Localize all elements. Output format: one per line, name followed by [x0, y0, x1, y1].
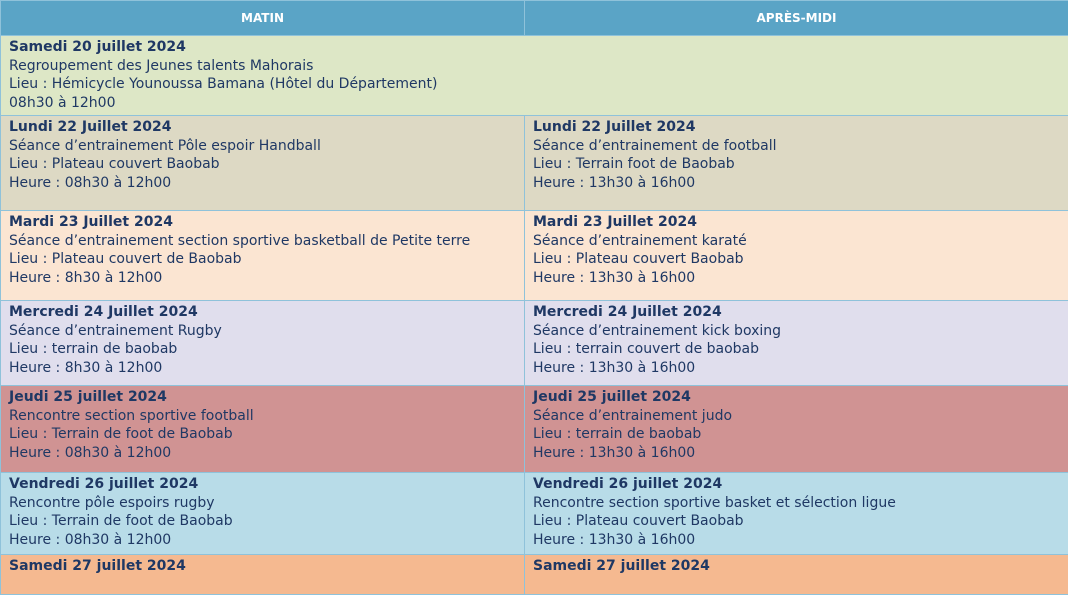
row-mercredi-24 [1, 301, 1068, 386]
event-time: 08h30 à 12h00 [9, 94, 1060, 113]
event-date: Mardi 23 Juillet 2024 [533, 213, 1060, 232]
row-vendredi-26 [1, 473, 1068, 555]
event-time: Heure : 08h30 à 12h00 [9, 174, 516, 193]
event-time: Heure : 13h30 à 16h00 [533, 444, 1060, 463]
event-title: Séance d’entrainement section sportive basketball de Petite terre [9, 232, 516, 251]
event-cell-morning [1, 211, 525, 301]
event-time: Heure : 13h30 à 16h00 [533, 174, 1060, 193]
header-morning: MATIN [1, 1, 525, 36]
row-samedi-27 [1, 555, 1068, 595]
event-title: Séance d’entrainement Pôle espoir Handball [9, 137, 516, 156]
event-title: Séance d’entrainement kick boxing [533, 322, 1060, 341]
event-time: Heure : 08h30 à 12h00 [9, 444, 516, 463]
event-place: Lieu : Hémicycle Younoussa Bamana (Hôtel du Département) [9, 75, 1060, 94]
event-date: Mercredi 24 Juillet 2024 [533, 303, 1060, 322]
event-cell-morning [1, 116, 525, 211]
event-date: Mercredi 24 Juillet 2024 [9, 303, 516, 322]
event-place: Lieu : terrain de baobab [533, 425, 1060, 444]
event-cell-morning [1, 555, 525, 595]
event-date: Lundi 22 Juillet 2024 [9, 118, 516, 137]
event-title: Séance d’entrainement judo [533, 407, 1060, 426]
header-row [1, 1, 1068, 36]
event-time: Heure : 8h30 à 12h00 [9, 359, 516, 378]
event-date: Jeudi 25 juillet 2024 [533, 388, 1060, 407]
row-lundi-22 [1, 116, 1068, 211]
event-cell-afternoon [525, 116, 1068, 211]
event-title: Rencontre pôle espoirs rugby [9, 494, 516, 513]
row-jeudi-25 [1, 386, 1068, 473]
event-place: Lieu : Plateau couvert Baobab [9, 155, 516, 174]
event-cell-samedi-20 [1, 36, 1068, 116]
event-place: Lieu : terrain de baobab [9, 340, 516, 359]
event-date: Mardi 23 Juillet 2024 [9, 213, 516, 232]
event-title: Regroupement des Jeunes talents Mahorais [9, 57, 1060, 76]
event-cell-morning [1, 301, 525, 386]
event-cell-morning [1, 386, 525, 473]
event-date: Samedi 20 juillet 2024 [9, 38, 1060, 57]
event-cell-morning [1, 473, 525, 555]
event-place: Lieu : Terrain de foot de Baobab [9, 512, 516, 531]
event-date: Vendredi 26 juillet 2024 [533, 475, 1060, 494]
header-afternoon: APRÈS-MIDI [525, 1, 1068, 36]
event-date: Samedi 27 juillet 2024 [533, 557, 1060, 576]
event-place: Lieu : Terrain foot de Baobab [533, 155, 1060, 174]
event-cell-afternoon [525, 555, 1068, 595]
event-cell-afternoon [525, 473, 1068, 555]
event-date: Samedi 27 juillet 2024 [9, 557, 516, 576]
event-place: Lieu : Plateau couvert Baobab [533, 250, 1060, 269]
event-time: Heure : 8h30 à 12h00 [9, 269, 516, 288]
event-cell-afternoon [525, 386, 1068, 473]
event-title: Séance d’entrainement de football [533, 137, 1060, 156]
event-title: Rencontre section sportive football [9, 407, 516, 426]
event-date: Vendredi 26 juillet 2024 [9, 475, 516, 494]
event-title: Séance d’entrainement Rugby [9, 322, 516, 341]
row-samedi-20 [1, 36, 1068, 116]
event-cell-afternoon [525, 301, 1068, 386]
event-time: Heure : 08h30 à 12h00 [9, 531, 516, 550]
event-title: Séance d’entrainement karaté [533, 232, 1060, 251]
row-mardi-23 [1, 211, 1068, 301]
event-time: Heure : 13h30 à 16h00 [533, 531, 1060, 550]
event-date: Jeudi 25 juillet 2024 [9, 388, 516, 407]
event-place: Lieu : Plateau couvert Baobab [533, 512, 1060, 531]
event-time: Heure : 13h30 à 16h00 [533, 359, 1060, 378]
event-place: Lieu : Plateau couvert de Baobab [9, 250, 516, 269]
event-place: Lieu : Terrain de foot de Baobab [9, 425, 516, 444]
event-time: Heure : 13h30 à 16h00 [533, 269, 1060, 288]
event-cell-afternoon [525, 211, 1068, 301]
event-date: Lundi 22 Juillet 2024 [533, 118, 1060, 137]
event-title: Rencontre section sportive basket et sélection ligue [533, 494, 1060, 513]
event-place: Lieu : terrain couvert de baobab [533, 340, 1060, 359]
